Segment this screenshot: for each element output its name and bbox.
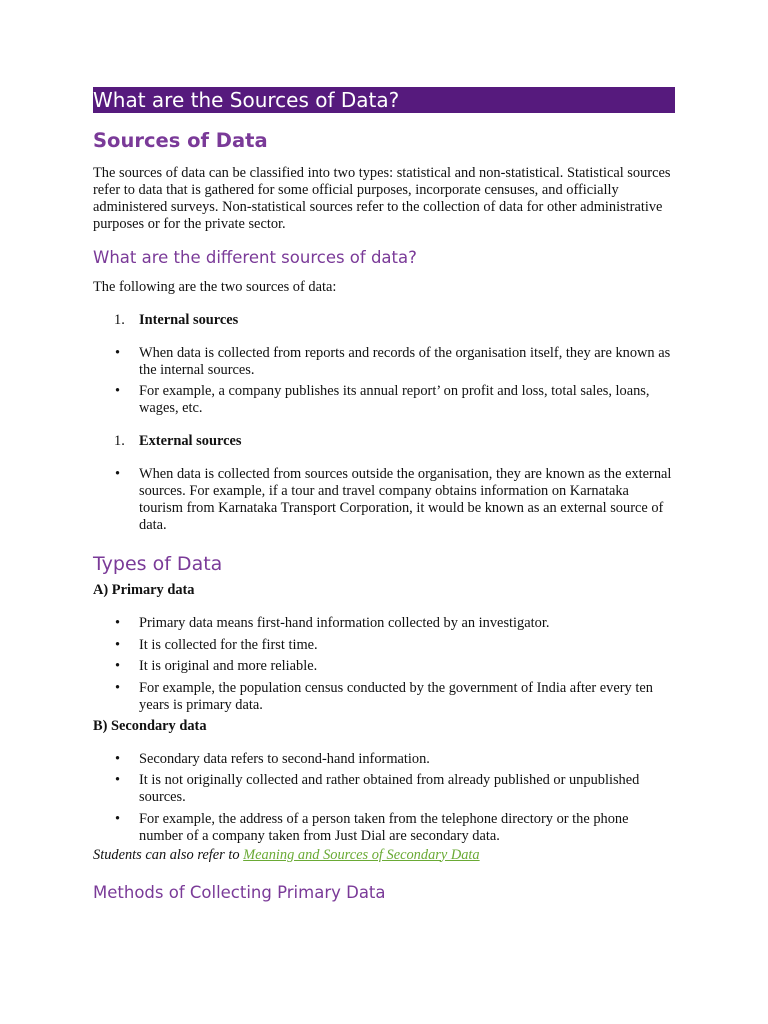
- list-item: • For example, the address of a person taken from the telephone directory or the phone number of a company taken from Just Dial are secondary data.: [115, 810, 629, 844]
- list-item: • It is original and more reliable.: [115, 658, 318, 674]
- document-page: [93, 87, 675, 904]
- bullet-icon: •: [115, 658, 121, 674]
- list-item: • For example, a company publishes its annual report’ on profit and loss, total sales, loans, wages, etc.: [115, 383, 650, 416]
- bullet-icon: •: [115, 750, 121, 767]
- list-item: • Primary data means first-hand information collected by an investigator.: [115, 615, 550, 631]
- list-item: • Secondary data refers to second-hand information.: [115, 750, 430, 767]
- internal-sources-heading: [93, 312, 675, 329]
- bullet-icon: •: [115, 772, 121, 788]
- secondary-data-label: B) Secondary data: [93, 717, 207, 734]
- refer-prefix: Students can also refer to: [93, 846, 244, 863]
- page-title: What are the Sources of Data?: [93, 87, 675, 113]
- list-item: • When data is collected from sources outside the organisation, they are known as the external sources. For example, if a tour and travel company obtains information on Karnataka tourism from Karnataka Transport Corporation, it would be known as an external source of data.: [115, 466, 672, 533]
- methods-heading: Methods of Collecting Primary Data: [93, 882, 386, 902]
- bullet-icon: •: [115, 810, 121, 827]
- bullet-icon: •: [115, 466, 121, 482]
- list-item: • It is collected for the first time.: [115, 636, 318, 653]
- bullet-icon: •: [115, 615, 121, 631]
- external-sources-label: External sources: [139, 433, 242, 449]
- external-sources-list: [93, 466, 675, 534]
- different-sources-heading: What are the different sources of data?: [93, 248, 417, 267]
- bullet-icon: •: [115, 383, 121, 399]
- sources-heading: Sources of Data: [93, 129, 268, 152]
- bullet-icon: •: [115, 636, 121, 653]
- types-heading: Types of Data: [93, 553, 223, 575]
- secondary-data-list: [93, 751, 675, 845]
- list-number: 1.: [114, 312, 125, 328]
- primary-data-list: [93, 615, 675, 714]
- following-paragraph: The following are the two sources of data:: [93, 279, 337, 295]
- bullet-icon: •: [115, 679, 121, 696]
- bullet-icon: •: [115, 345, 121, 361]
- intro-paragraph: The sources of data can be classified into two types: statistical and non-statistical. Statistical sources refer to data that is gathered for some official purposes, incorporate censuses, and officially administered surveys. Non-statistical sources refer to the collection of data for other administrative purposes or for the private sector.: [93, 165, 671, 232]
- list-item: • It is not originally collected and rather obtained from already published or unpublished sources.: [115, 772, 640, 805]
- list-item: • For example, the population census conducted by the government of India after every ten years is primary data.: [115, 679, 653, 713]
- external-sources-heading: [93, 433, 675, 450]
- list-number: 1.: [114, 433, 125, 449]
- primary-data-label: A) Primary data: [93, 582, 195, 598]
- refer-note: [93, 847, 675, 864]
- internal-sources-label: Internal sources: [139, 312, 239, 328]
- internal-sources-list: [93, 345, 675, 417]
- list-item: • When data is collected from reports and records of the organisation itself, they are known as the internal sources.: [115, 345, 671, 378]
- secondary-data-link[interactable]: Meaning and Sources of Secondary Data: [243, 846, 480, 863]
